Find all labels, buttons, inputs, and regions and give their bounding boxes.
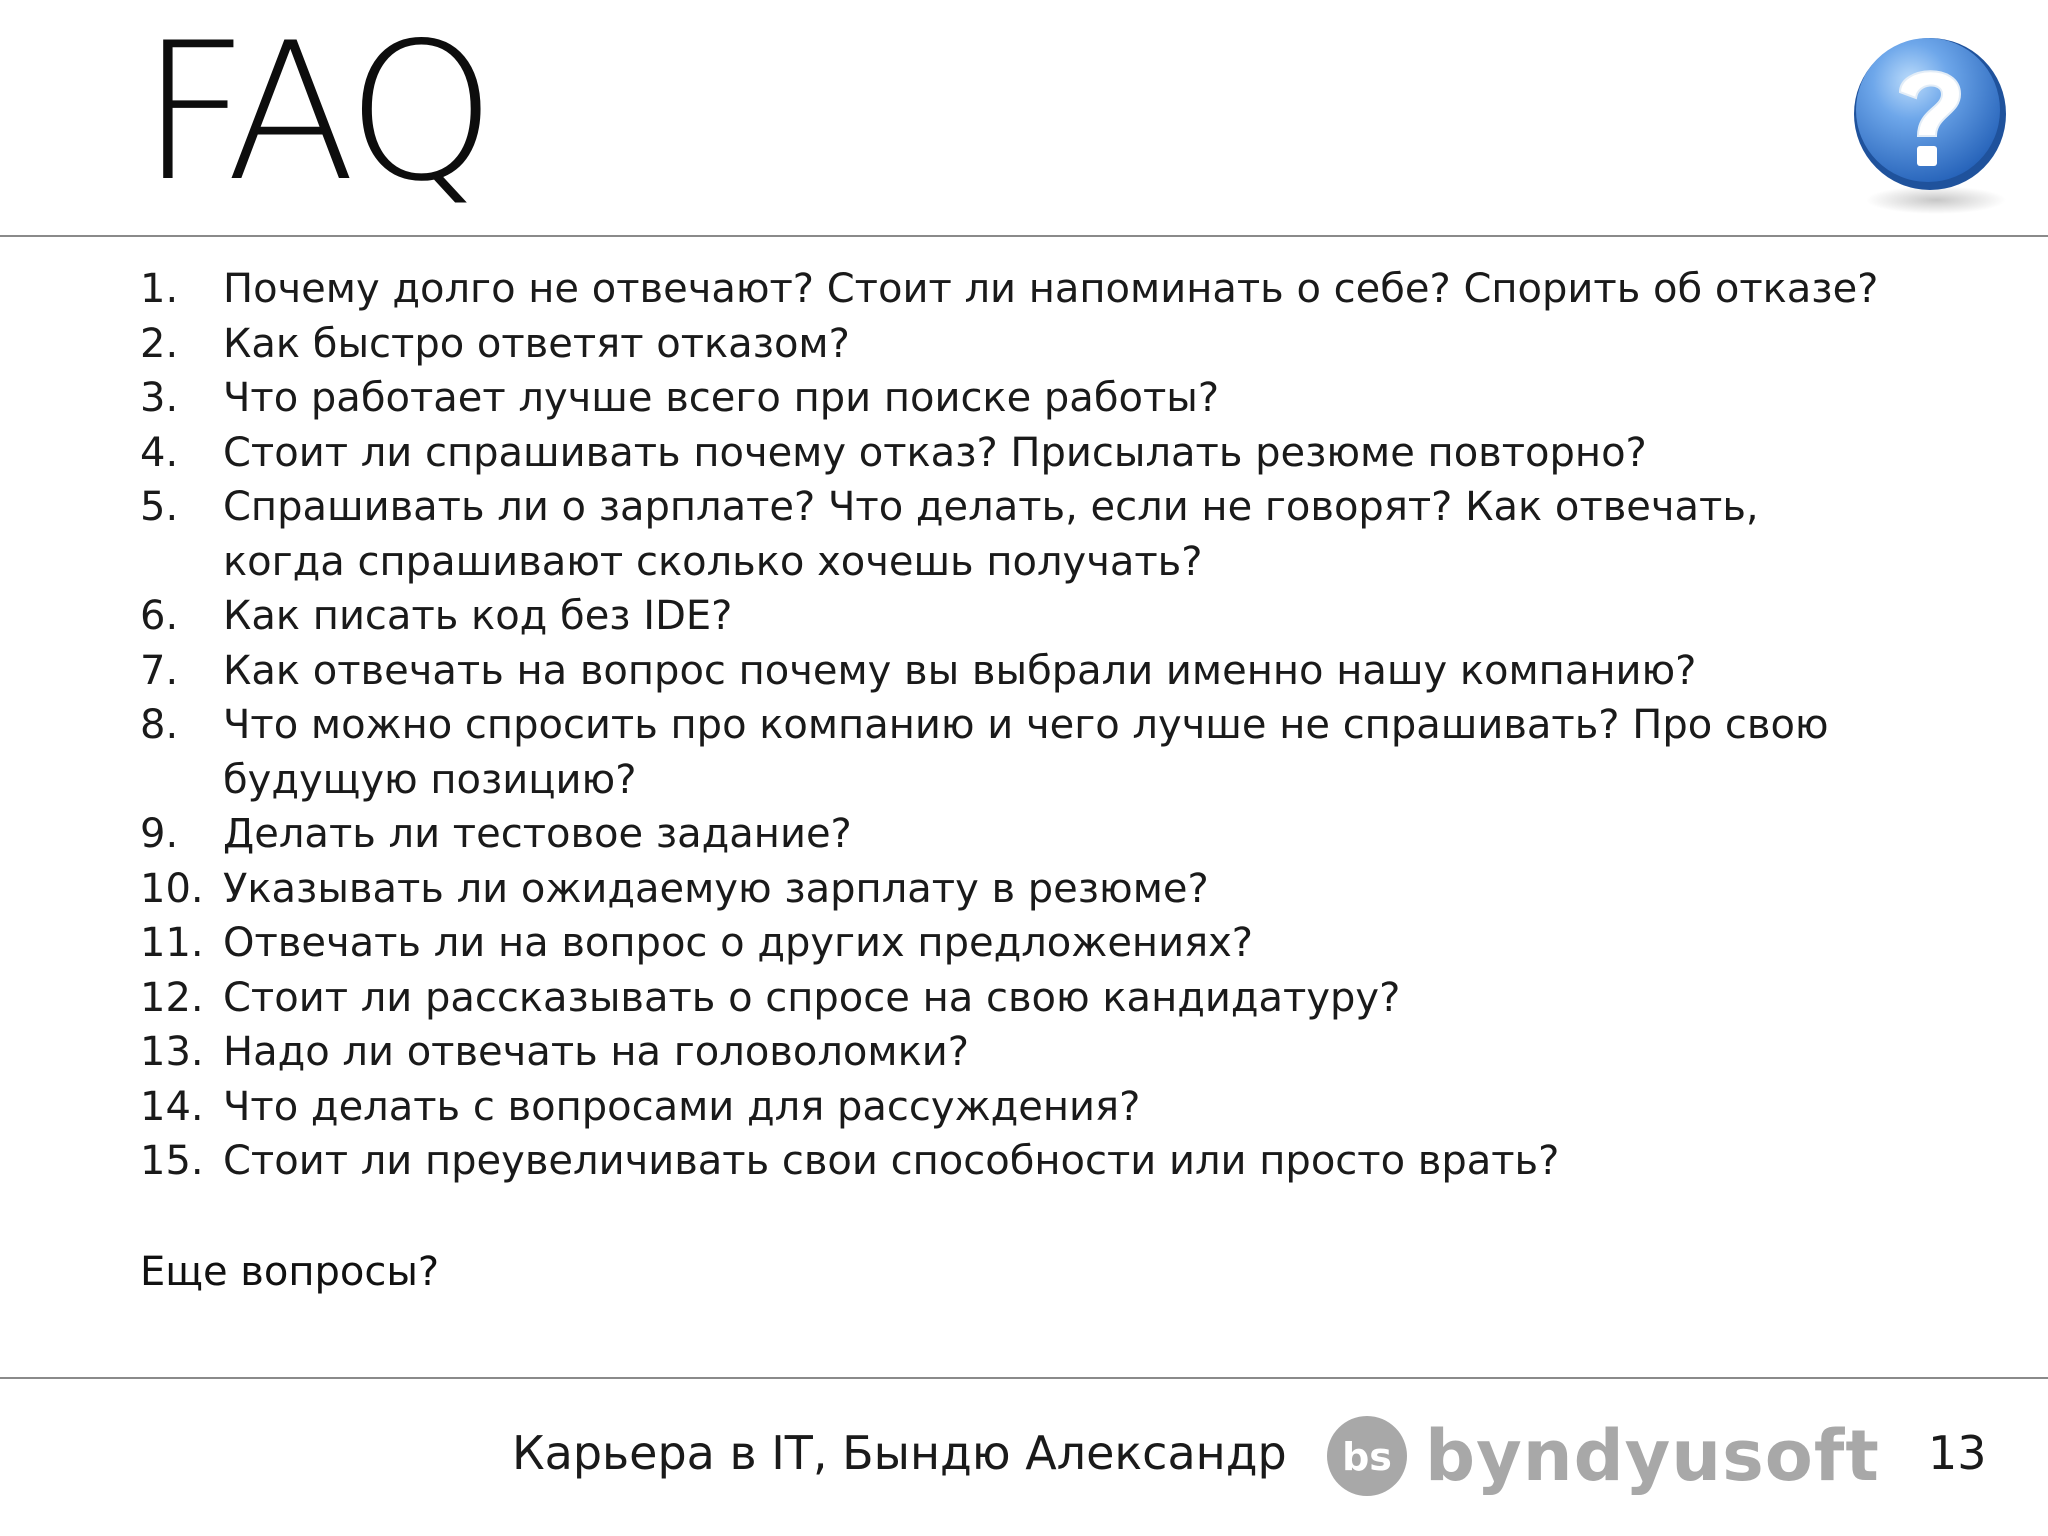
faq-item xyxy=(140,916,2000,971)
faq-item-text: Почему долго не отвечают? Стоит ли напоминать о себе? Спорить об отказе? xyxy=(223,266,1879,312)
faq-item-number: 3. xyxy=(140,375,179,421)
faq-item-text: Делать ли тестовое задание? xyxy=(223,811,852,857)
faq-item xyxy=(140,1025,2000,1080)
faq-item-number: 14. xyxy=(140,1083,204,1130)
faq-item-text: Что работает лучше всего при поиске работы? xyxy=(223,375,1220,421)
byndyusoft-logo-icon xyxy=(1325,1414,1409,1498)
faq-item-number: 9. xyxy=(140,811,179,857)
faq-item-text: Что можно спросить про компанию и чего лучше не спрашивать? Про свою будущую позицию? xyxy=(223,702,1829,803)
faq-item xyxy=(140,644,2000,699)
faq-item xyxy=(140,317,2000,372)
faq-item-number: 12. xyxy=(140,974,204,1021)
faq-item xyxy=(140,1134,2000,1189)
faq-item-text: Как быстро ответят отказом? xyxy=(223,320,850,367)
faq-item xyxy=(140,262,2000,317)
faq-item-number: 5. xyxy=(140,484,179,530)
slide-title: FAQ xyxy=(140,2,491,223)
faq-item xyxy=(140,1080,2000,1135)
faq-item xyxy=(140,589,2000,644)
faq-item-number: 15. xyxy=(140,1138,204,1184)
faq-item-number: 13. xyxy=(140,1029,204,1075)
faq-item-number: 6. xyxy=(140,593,179,639)
header-divider xyxy=(0,235,2048,237)
faq-item-number: 4. xyxy=(140,429,179,476)
faq-item xyxy=(140,426,2000,481)
brand-name: byndyusoft xyxy=(1425,1415,1880,1497)
page-number: 13 xyxy=(1928,1426,1987,1480)
closing-question: Еще вопросы? xyxy=(140,1249,440,1295)
faq-item xyxy=(140,807,2000,862)
faq-item xyxy=(140,698,2000,807)
faq-item-number: 11. xyxy=(140,920,204,966)
footer-caption: Карьера в IT, Бындю Александр xyxy=(512,1426,1287,1480)
faq-item-number: 7. xyxy=(140,647,179,694)
faq-item-number: 10. xyxy=(140,865,204,912)
faq-item xyxy=(140,971,2000,1026)
svg-text:bs: bs xyxy=(1342,1435,1392,1479)
faq-item-text: Спрашивать ли о зарплате? Что делать, если не говорят? Как отвечать, когда спрашивают сколько хочешь получать? xyxy=(223,484,1759,585)
question-mark-icon xyxy=(1840,28,2020,218)
faq-item-number: 1. xyxy=(140,266,179,312)
faq-item-text: Надо ли отвечать на головоломки? xyxy=(223,1029,969,1075)
faq-item-text: Как отвечать на вопрос почему вы выбрали именно нашу компанию? xyxy=(223,647,1697,694)
faq-item xyxy=(140,371,2000,426)
faq-list xyxy=(140,262,2000,1189)
faq-item-text: Отвечать ли на вопрос о других предложениях? xyxy=(223,920,1254,966)
faq-item-text: Стоит ли преувеличивать свои способности или просто врать? xyxy=(223,1138,1560,1184)
faq-item-number: 8. xyxy=(140,702,179,748)
faq-item xyxy=(140,862,2000,917)
faq-item-text: Как писать код без IDE? xyxy=(223,593,733,639)
faq-item-text: Стоит ли рассказывать о спросе на свою кандидатуру? xyxy=(223,974,1401,1021)
faq-item xyxy=(140,480,2000,589)
faq-item-text: Стоит ли спрашивать почему отказ? Присылать резюме повторно? xyxy=(223,429,1647,476)
faq-item-number: 2. xyxy=(140,320,179,367)
faq-item-text: Указывать ли ожидаемую зарплату в резюме? xyxy=(223,865,1209,912)
faq-item-text: Что делать с вопросами для рассуждения? xyxy=(223,1083,1141,1130)
footer-divider xyxy=(0,1377,2048,1379)
brand-logo xyxy=(1325,1413,1880,1499)
